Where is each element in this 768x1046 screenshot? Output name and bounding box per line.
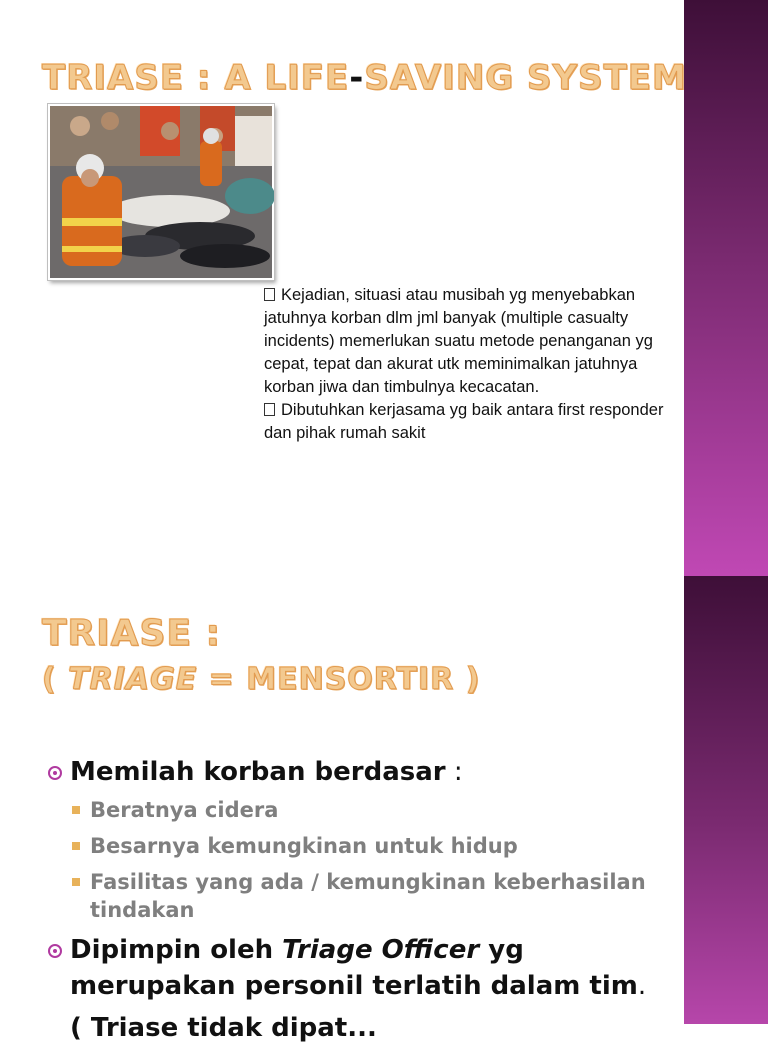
body-paragraph-1 [264,284,664,399]
sub-bullet-item [46,832,686,860]
body-paragraph-2 [264,399,664,445]
sub-bullet-list [46,796,686,924]
slide-1-title [42,58,687,98]
subtitle-open: ( [42,662,69,697]
body-paragraph-1-text: Kejadian, situasi atau musibah yg menyebabkan jatuhnya korban dlm jml banyak (multiple casualty incidents) memerlukan suatu metode penanganan yg cepat, tepat dan akurat utk meminimalkan jatuhnya korban jiwa dan timbulnya kecacatan. [264,286,653,396]
bullet-2-italic: Triage Officer [282,935,480,965]
box-glyph-icon [264,403,275,416]
slide-2-title: TRIASE : [42,613,221,654]
slide-2-subtitle [42,660,480,700]
circle-bullet-icon [48,944,62,958]
bullet-2-suffix: . [637,971,647,1001]
slide-2 [0,576,768,1043]
square-bullet-icon [72,878,80,886]
title-part-2: SAVING SYSTEM [364,58,687,98]
body-paragraph-2-text: Dibutuhkan kerjasama yg baik antara first responder dan pihak rumah sakit [264,401,664,442]
bullet-item-1 [46,754,686,790]
square-bullet-icon [72,806,80,814]
circle-bullet-icon [48,766,62,780]
bullet-2-before: Dipimpin oleh [70,935,283,965]
bullet-item-2 [46,932,686,1004]
subtitle-italic: TRIAGE [68,662,198,697]
sub-bullet-text: Fasilitas yang ada / kemungkinan keberhasilan tindakan [90,870,646,922]
disaster-scene-photo [48,104,274,280]
subtitle-rest: = MENSORTIR ) [197,662,481,697]
square-bullet-icon [72,842,80,850]
bullet-1-suffix: : [445,757,463,787]
box-glyph-icon [264,288,275,301]
bullet-item-3-partial: ( Triase tidak dipat... [70,1013,377,1043]
title-dash: - [349,58,365,98]
sub-bullet-item [46,868,686,924]
sub-bullet-text: Besarnya kemungkinan untuk hidup [90,834,518,858]
bullet-1-text: Memilah korban berdasar [70,757,446,787]
decorative-sidebar [684,0,768,576]
title-part-1: TRIASE : A LIFE [42,58,350,98]
decorative-sidebar [684,576,768,1024]
sub-bullet-text: Beratnya cidera [90,798,279,822]
slide-1-body [264,284,664,445]
bullet-2-after: yg merupakan personil terlatih dalam tim [70,935,638,1001]
sub-bullet-item [46,796,686,824]
bullet-list [46,754,686,1046]
